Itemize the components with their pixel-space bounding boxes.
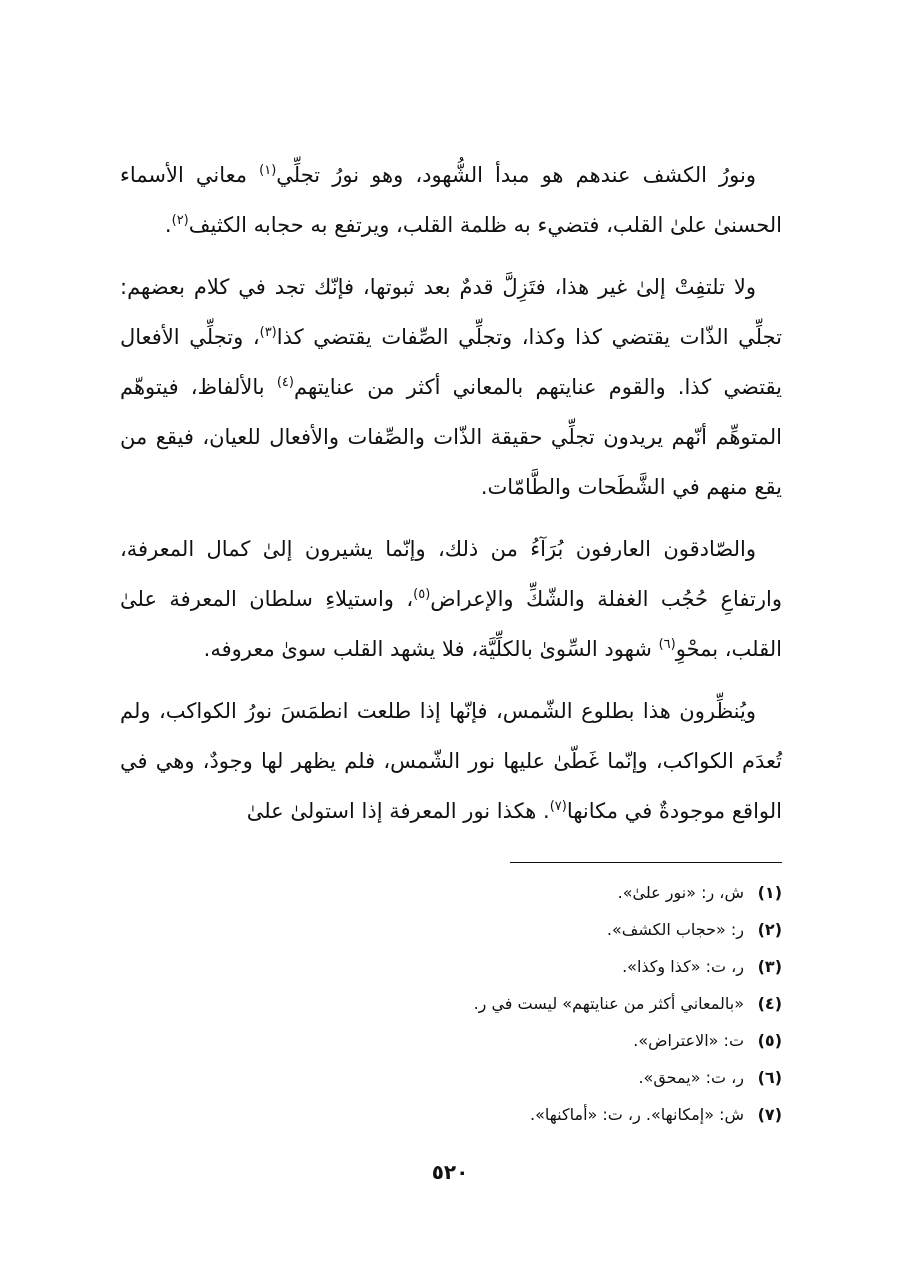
paragraph-text: ويُنظِّرون هذا بطلوع الشّمس، فإنّها إذا طلعت انطمَسَ نورُ الكواكب، ولم تُعدَم الكواكب، وإنّما غَطّىٰ عليها نور الشّمس، فلم يظهر لها وجودٌ، وهي في الواقع موجودةٌ في مكانها xyxy=(120,699,782,823)
footnote-text: «بالمعاني أكثر من عنايتهم» ليست في ر. xyxy=(473,994,744,1013)
footnote-text: ش: «إمكانها». ر، ت: «أماكنها». xyxy=(530,1105,744,1124)
footnote-marker: (٥) xyxy=(413,587,431,602)
main-text xyxy=(120,150,782,848)
paragraph-1 xyxy=(120,150,782,250)
footnote-number: (٥) xyxy=(757,1031,782,1050)
footnote-text: ت: «الاعتراض». xyxy=(633,1031,744,1050)
paragraph-text: ، واستيلاءِ سلطان المعرفة علىٰ القلب، بمحْوِ xyxy=(120,587,782,661)
footnote-number: (٧) xyxy=(757,1105,782,1124)
paragraph-text: ولا تلتفِتْ إلىٰ غير هذا، فتَزِلَّ قدمٌ بعد ثبوتها، فإنّك تجد في كلام بعضهم: تجلِّي الذّات يقتضي كذا وكذا، وتجلِّي الصِّفات يقتضي كذا xyxy=(120,275,782,349)
footnote-number: (٣) xyxy=(757,957,782,976)
footnote-marker: (٦) xyxy=(658,637,676,652)
footnote xyxy=(120,952,782,982)
paragraph-text: . xyxy=(164,213,172,237)
footnote-separator xyxy=(510,862,782,863)
paragraph-text: . هكذا نور المعرفة إذا استولىٰ علىٰ xyxy=(246,799,550,823)
footnote xyxy=(120,878,782,908)
paragraph-4 xyxy=(120,686,782,836)
footnote-text: ر، ت: «كذا وكذا». xyxy=(622,957,744,976)
paragraph-text: معاني الأسماء الحسنىٰ علىٰ القلب، فتضيء به ظلمة القلب، ويرتفع به حجابه الكثيف xyxy=(120,163,782,237)
paragraph-text: بالألفاظ، فيتوهّم المتوهِّم أنّهم يريدون تجلِّي حقيقة الذّات والصِّفات والأفعال للعيان، فيقع من يقع منهم في الشَّطَحات والطَّامّات. xyxy=(120,375,782,499)
paragraph-text: ونورُ الكشف عندهم هو مبدأ الشُّهود، وهو نورُ تجلِّي xyxy=(276,163,756,187)
paragraph-text: والصّادقون العارفون بُرَآءُ من ذلك، وإنّما يشيرون إلىٰ كمال المعرفة، وارتفاعِ حُجُب الغفلة والشّكِّ والإعراض xyxy=(120,537,782,611)
paragraph-text: ، وتجلِّي الأفعال يقتضي كذا. والقوم عنايتهم بالمعاني أكثر من عنايتهم xyxy=(120,325,782,399)
footnote-marker: (٧) xyxy=(549,799,567,814)
paragraph-2 xyxy=(120,262,782,512)
footnote xyxy=(120,1026,782,1056)
paragraph-3 xyxy=(120,524,782,674)
footnote-text: ر، ت: «يمحق». xyxy=(638,1068,744,1087)
footnote-number: (٢) xyxy=(757,920,782,939)
footnote xyxy=(120,1100,782,1130)
page-number: ٥٢٠ xyxy=(431,1160,469,1184)
footnote-text: ر: «حجاب الكشف». xyxy=(606,920,744,939)
footnote xyxy=(120,989,782,1019)
footnote-number: (١) xyxy=(757,883,782,902)
paragraph-text: شهود السِّوىٰ بالكلِّيَّة، فلا يشهد القلب سوىٰ معروفه. xyxy=(203,637,659,661)
footnote-text: ش، ر: «نور علىٰ». xyxy=(617,883,744,902)
footnote xyxy=(120,915,782,945)
footnote xyxy=(120,1063,782,1093)
footnote-number: (٦) xyxy=(757,1068,782,1087)
footnote-marker: (٢) xyxy=(171,213,189,228)
footnote-marker: (٤) xyxy=(276,375,294,390)
footnote-marker: (٣) xyxy=(259,325,277,340)
footnotes xyxy=(120,878,782,1137)
footnote-marker: (١) xyxy=(259,163,277,178)
footnote-number: (٤) xyxy=(757,994,782,1013)
